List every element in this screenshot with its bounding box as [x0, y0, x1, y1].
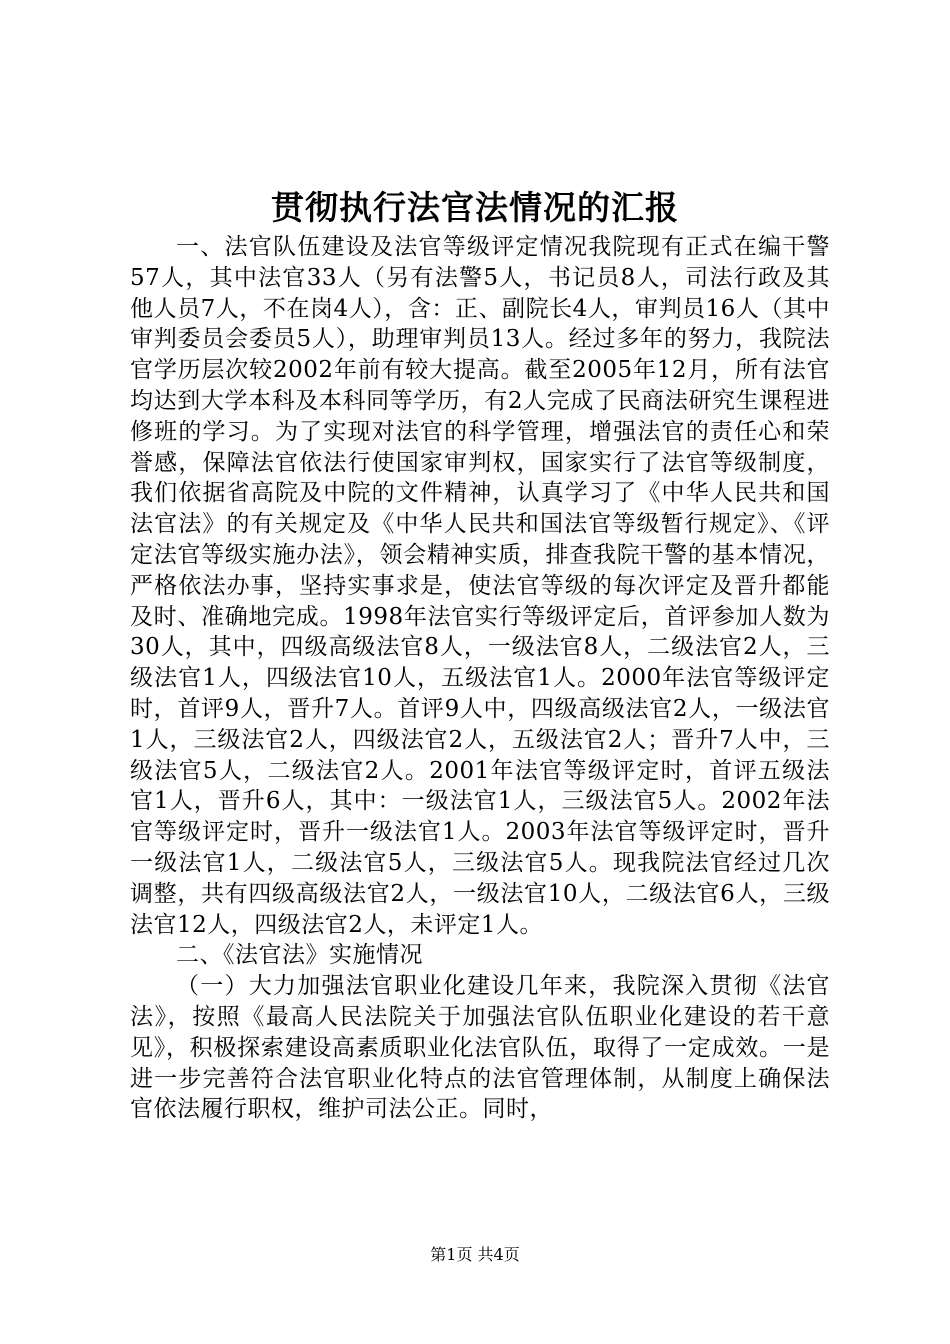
- paragraph-judge-team: 一、法官队伍建设及法官等级评定情况我院现有正式在编干警57人，其中法官33人（另有法警5人，书记员8人，司法行政及其他人员7人，不在岗4人），含：正、副院长4人，审判员16人（其中审判委员会委员5人），助理审判员13人。经过多年的努力，我院法官学历层次较2002年前有较大提高。截至2005年12月，所有法官均达到大学本科及本科同等学历，有2人完成了民商法研究生课程进修班的学习。为了实现对法官的科学管理，增强法官的责任心和荣誉感，保障法官依法行使国家审判权，国家实行了法官等级制度，我们依据省高院及中院的文件精神，认真学习了《中华人民共和国法官法》的有关规定及《中华人民共和国法官等级暂行规定》、《评定法官等级实施办法》，领会精神实质，排查我院干警的基本情况，严格依法办事，坚持实事求是，使法官等级的每次评定及晋升都能及时、准确地完成。1998年法官实行等级评定后，首评参加人数为30人，其中，四级高级法官8人，一级法官8人，二级法官2人，三级法官1人，四级法官10人，五级法官1人。2000年法官等级评定时，首评9人，晋升7人。首评9人中，四级高级法官2人，一级法官1人，三级法官2人，四级法官2人，五级法官2人；晋升7人中，三级法官5人，二级法官2人。2001年法官等级评定时，首评五级法官1人，晋升6人，其中：一级法官1人，三级法官5人。2002年法官等级评定时，晋升一级法官1人。2003年法官等级评定时，晋升一级法官1人，二级法官5人，三级法官5人。现我院法官经过几次调整，共有四级高级法官2人，一级法官10人，二级法官6人，三级法官12人，四级法官2人，未评定1人。: [130, 234, 830, 938]
- document-title: 贯彻执行法官法情况的汇报: [271, 188, 679, 227]
- document-body: [130, 232, 830, 1125]
- section-heading-implementation: 二、《法官法》实施情况: [176, 942, 423, 969]
- page-number-footer: 第1页 共4页: [430, 1245, 520, 1264]
- paragraph-professionalization: （一）大力加强法官职业化建设几年来，我院深入贯彻《法官法》，按照《最高人民法院关于加强法官队伍职业化建设的若干意见》，积极探索建设高素质职业化法官队伍，取得了一定成效。一是进一步完善符合法官职业化特点的法官管理体制，从制度上确保法官依法履行职权，维护司法公正。同时，: [130, 973, 830, 1123]
